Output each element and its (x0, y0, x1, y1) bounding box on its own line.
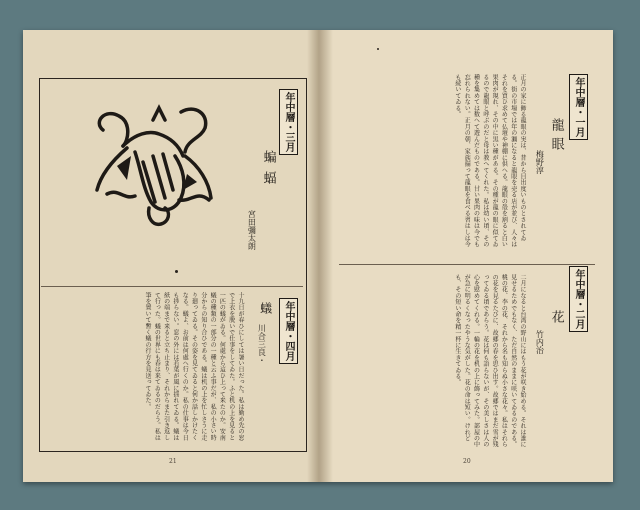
section-divider (339, 264, 595, 265)
month-tag-february: 年中層・二月 (569, 266, 588, 332)
author-name: 竹内治 (535, 330, 545, 354)
essay-body-flower: 二月になると台湾の野山にはもう花が咲き始める。それは誰に見せるためでもなく、ただ自然のままに咲いてゐるのである。桃の花、李の花、それから名も知らぬ小さな花々。私はそれらの花を見るたびに、故郷の春を思ひ出す。故郷ではまだ雪が残ってゐる頃であらう。花は何も語らないが、その美しさは人の心を慰めてくれる。一輪の花を机の上に飾ってみた。部屋の中が急に明るくなったやうな気がした。花の命は短い。けれども、その短い命を精一杯に生きてゐる。 (453, 274, 526, 448)
essay-title-flower: 花 (548, 310, 564, 323)
bat-woodcut-illustration (83, 90, 223, 240)
essay-body-longan: 正月の家に飾る龍眼の実は、昔から目出度いものとされてゐる。街の市場では年の瀬になると龍眼を売る店が並び、人々はそれを買ひ求めて仏壇や神棚に供へる。龍眼の殻を割ると白い果肉が現れ、その中に黒い種がある。その種が龍の眼に似てゐるので龍眼と呼ぶのだと母は教へてくれた。私は幼い頃、その種を集めては数へて遊んだものである。甘い果肉の味は今でも忘れられない。正月の朝、家族揃って龍眼を食べる習はしは今も続いてゐる。 (453, 74, 526, 248)
open-book (23, 30, 613, 482)
ink-mark (377, 48, 379, 50)
essay-title-ant: 蟻 (258, 302, 273, 314)
section-divider (41, 286, 303, 287)
essay-title-bat: 蝙蝠 (260, 150, 276, 192)
left-page (23, 30, 319, 482)
month-tag-march: 年中層・三月 (279, 89, 298, 155)
essay-body-ant: 十九日が春ひにしては暑い日だった。私は勤め先の窓で上衣を脱いで仕事をしてゐた。ふと机の上を見ると一匹の蟻がゐる。何處から這ひ上って来たのか。安南蟻の種類の一部分の一種と云ふ事だが、私の小さい時分からの知り合ひである。蟻は机の上を忙しさうに走り廻ってゐる。その姿を見てゐると何か話しかけたくなる。蟻よ、お前は何處へ行くのか。私の仕事は今日も捗らない。窓の外には若葉が風に揺れてゐる。蟻は紙の端まで来ると立ち止まり、それからまた引き返して行った。蟻の世界にも春は来てゐるのだらう。私は筆を置いて暫く蟻の行方を見送ってゐた。 (144, 292, 244, 441)
author-name: 川合三良・ (257, 324, 267, 364)
page-number-left: 21 (169, 458, 177, 465)
bullet-dot (175, 270, 178, 273)
month-tag-january: 年中層・一月 (569, 74, 588, 140)
page-number-right: 20 (463, 458, 471, 465)
author-name: 宮田彌太朗 (247, 210, 257, 250)
book-gutter (307, 30, 333, 482)
right-page (319, 30, 613, 482)
author-name: 梅野淳 (535, 150, 545, 174)
month-tag-april: 年中層・四月 (279, 298, 298, 364)
essay-title-longan: 龍眼 (548, 118, 564, 156)
